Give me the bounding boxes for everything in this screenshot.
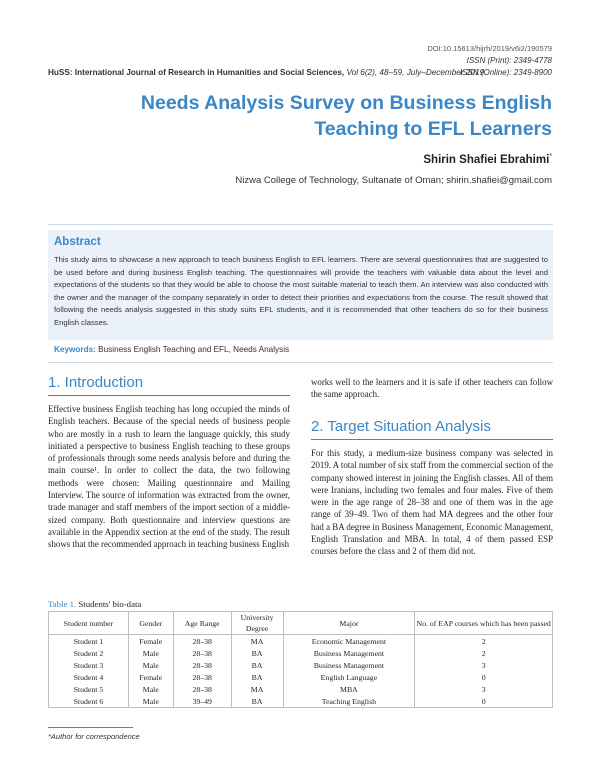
cell: Male — [128, 659, 173, 671]
cell: Teaching English — [283, 695, 415, 708]
author-name — [423, 153, 552, 166]
paper-title — [72, 90, 552, 142]
header-gender: Gender — [128, 612, 173, 635]
cell: Student 5 — [49, 683, 129, 695]
cell: 2 — [415, 647, 553, 659]
cell: BA — [231, 659, 283, 671]
cell: Student 2 — [49, 647, 129, 659]
cell: 28–38 — [173, 683, 231, 695]
cell: 28–38 — [173, 659, 231, 671]
cell: 0 — [415, 695, 553, 708]
section-1-text: Effective business English teaching has long occupied the minds of English teachers. Because of the special needs of business people who are mostly in a rush to learn the language quickly, this study initiated a perspective to business English teaching to these groups of professionals through some needs analysis before and during the main course¹. In order to collect the data, the two following methods were chosen: Mailing questionnaire and Mailing Interview. The source of information was extracted from the owner, trade manager and staff members of the import section of a middle-sized company. Both questionnaire and interview questions are available in the Appendix section at the end of the study. The result shows that the recommended approach in teaching business English — [48, 404, 290, 550]
table-caption-label: Table 1. — [48, 599, 77, 609]
cell: 28–38 — [173, 647, 231, 659]
divider-bottom — [48, 362, 553, 363]
author-affiliation: Nizwa College of Technology, Sultanate of Oman; shirin.shafiei@gmail.com — [235, 175, 552, 186]
section-1-rule — [48, 395, 290, 396]
section-1-heading: 1. Introduction — [48, 374, 144, 391]
cell: Business Management — [283, 659, 415, 671]
cell: 28–38 — [173, 671, 231, 683]
cell: Student 1 — [49, 635, 129, 648]
column-2-continuation: works well to the learners and it is safe if other teachers can follow the same approach. — [311, 377, 553, 400]
cell: Male — [128, 647, 173, 659]
abstract-text: This study aims to showcase a new approach to teach business English to EFL learners. There are several questionnaires that are suggested to be used before and during business English teaching. The questionnaires will provide the teachers with valuable data about the level and expectations of the students so that they would be able to choose the most suitable material to teach them. An interview was also conducted with the owner and the manager of the company separately in order to detect their priorities and expectations from the course. The result showed that following the needs analysis suggested in this study suits EFL students, and it is recommended that other teachers do so for their business English classes. — [54, 255, 548, 327]
cell: Male — [128, 683, 173, 695]
doi-line: DOI:10.15613/hijrh/2019/v6i2/190579 — [427, 44, 552, 53]
cell: Student 4 — [49, 671, 129, 683]
table-row — [49, 659, 553, 671]
journal-name: HuSS: International Journal of Research in Humanities and Social Sciences, — [48, 68, 345, 77]
cell: Student 3 — [49, 659, 129, 671]
cell: MA — [231, 635, 283, 648]
header-student-number: Student number — [49, 612, 129, 635]
title-line-1: Needs Analysis Survey on Business English — [140, 92, 552, 114]
table-caption — [48, 599, 141, 609]
journal-issue: Vol 6(2), 48–59, July–December 2019 — [344, 68, 485, 77]
cell: BA — [231, 671, 283, 683]
footnote-rule — [48, 727, 133, 728]
cell: MA — [231, 683, 283, 695]
issn-print: ISSN (Print): 2349-4778 — [466, 56, 552, 65]
cell: Male — [128, 695, 173, 708]
cell: Student 6 — [49, 695, 129, 708]
cell: Female — [128, 671, 173, 683]
header-university-degree: University Degree — [231, 612, 283, 635]
cell: Economic Management — [283, 635, 415, 648]
keywords-text: Business English Teaching and EFL, Needs Analysis — [98, 345, 290, 354]
table-row — [49, 695, 553, 708]
cell: 3 — [415, 683, 553, 695]
table-row — [49, 635, 553, 648]
issn-online: ISSN (Online): 2349-8900 — [459, 68, 552, 77]
cell: 3 — [415, 659, 553, 671]
table-header-row — [49, 612, 553, 635]
cell: BA — [231, 647, 283, 659]
keywords-label: Keywords: — [54, 345, 96, 354]
title-line-2: Teaching to EFL Learners — [314, 118, 552, 140]
section-2-heading: 2. Target Situation Analysis — [311, 418, 491, 435]
cell: Business Management — [283, 647, 415, 659]
cell: 0 — [415, 671, 553, 683]
keywords — [54, 345, 289, 354]
author-name-text: Shirin Shafiei Ebrahimi — [423, 153, 550, 166]
section-2-text: For this study, a medium-size business company was selected in 2019. A total number of six staff from the commercial section of the company showed interest in joining the English classes. All of them were Iranians, including two females and four males. Five of them were in the age range of 28–38 and one of them was in the age range of 39–49. Two of them had MA degrees and the other four had a BA degree in Business Management, Economic Management, English Translation and MBA. In total, 4 of them passed ESP courses before the class and 2 of them did not. — [311, 448, 553, 557]
table-row — [49, 647, 553, 659]
header-age-range: Age Range — [173, 612, 231, 635]
footnote: *Author for correspondence — [48, 732, 140, 741]
section-2-rule — [311, 439, 553, 440]
table-row — [49, 683, 553, 695]
cell: Female — [128, 635, 173, 648]
cell: 28–38 — [173, 635, 231, 648]
cell: 39–49 — [173, 695, 231, 708]
abstract-heading: Abstract — [54, 236, 101, 248]
table-caption-text: Students' bio-data — [76, 599, 142, 609]
table-row — [49, 671, 553, 683]
cell: MBA — [283, 683, 415, 695]
cell: English Language — [283, 671, 415, 683]
students-biodata-table — [48, 611, 553, 708]
journal-citation — [48, 68, 484, 77]
cell: BA — [231, 695, 283, 708]
header-eap-courses: No. of EAP courses which has been passed — [415, 612, 553, 635]
cell: 2 — [415, 635, 553, 648]
divider-top — [48, 224, 553, 225]
header-major: Major — [283, 612, 415, 635]
author-mark: * — [549, 153, 552, 160]
